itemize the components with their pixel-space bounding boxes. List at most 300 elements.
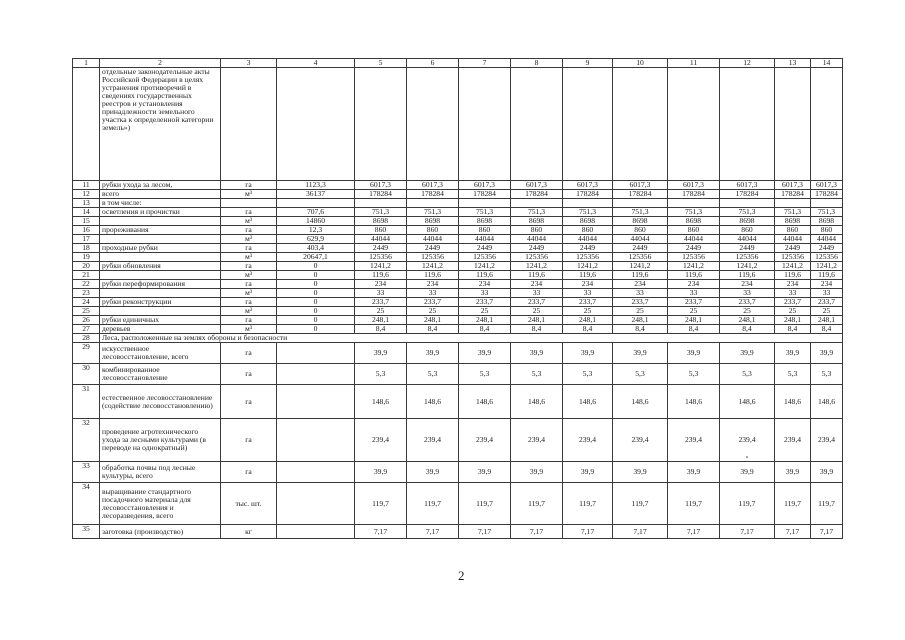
row-value: 8,4 <box>775 325 811 334</box>
row-value: 239,4 <box>511 419 563 462</box>
row-value: 1241,2 <box>511 262 563 271</box>
row-value: 239,4 <box>563 419 613 462</box>
row-value: 2449 <box>563 244 613 253</box>
row-value <box>511 199 563 208</box>
row-value: 860 <box>811 226 843 235</box>
row-number: 15 <box>73 217 100 226</box>
table-row <box>73 307 843 316</box>
row-value-base: 0 <box>277 280 355 289</box>
row-value: 119,7 <box>459 483 511 525</box>
header-row <box>73 59 843 68</box>
row-number <box>73 68 100 181</box>
row-value: 1241,2 <box>720 262 775 271</box>
row-unit: га <box>221 364 277 385</box>
row-value-base: 0 <box>277 325 355 334</box>
row-number: 14 <box>73 208 100 217</box>
row-value-base <box>277 483 355 525</box>
row-value: 2449 <box>775 244 811 253</box>
row-value: 44044 <box>811 235 843 244</box>
row-value: 39,9 <box>407 343 459 364</box>
row-value: 234 <box>668 280 720 289</box>
row-name: в том числе: <box>100 199 221 208</box>
row-value: 44044 <box>668 235 720 244</box>
row-value: 248,1 <box>511 316 563 325</box>
row-value: 39,9 <box>613 462 668 483</box>
column-header: 12 <box>720 59 775 68</box>
row-value: 8698 <box>511 217 563 226</box>
row-value: 39,9 <box>668 462 720 483</box>
row-value: 2449 <box>613 244 668 253</box>
row-number: 17 <box>73 235 100 244</box>
row-value: 39,9 <box>407 462 459 483</box>
row-value: 178284 <box>811 190 843 199</box>
row-value: 233,7 <box>355 298 407 307</box>
row-value: 7,17 <box>355 525 407 539</box>
row-value: 234 <box>459 280 511 289</box>
row-unit: м³ <box>221 217 277 226</box>
row-value: 119,6 <box>613 271 668 280</box>
row-value: 6017,3 <box>563 181 613 190</box>
row-name: рубки ухода за лесом, <box>100 181 221 190</box>
row-unit: кг <box>221 525 277 539</box>
row-value: 234 <box>563 280 613 289</box>
row-value: 233,7 <box>775 298 811 307</box>
column-header: 3 <box>221 59 277 68</box>
row-value: 119,6 <box>459 271 511 280</box>
row-value: 33 <box>511 289 563 298</box>
row-value: 33 <box>355 289 407 298</box>
row-value: 7,17 <box>459 525 511 539</box>
table-row <box>73 385 843 419</box>
row-number: 24 <box>73 298 100 307</box>
row-value-base: 14860 <box>277 217 355 226</box>
row-name: осветления и прочистки <box>100 208 221 217</box>
row-value: 148,6 <box>720 385 775 419</box>
row-value <box>775 199 811 208</box>
row-value: 2449 <box>668 244 720 253</box>
row-value: 39,9 <box>613 343 668 364</box>
row-value: 234 <box>407 280 459 289</box>
row-name: деревьев <box>100 325 221 334</box>
row-value: 25 <box>811 307 843 316</box>
row-value: 125356 <box>720 253 775 262</box>
row-value: 860 <box>355 226 407 235</box>
row-value-base <box>277 419 355 462</box>
empty-cell <box>355 68 407 181</box>
row-value: 39,9 <box>459 343 511 364</box>
row-value: 178284 <box>720 190 775 199</box>
row-value: 33 <box>720 289 775 298</box>
row-unit: га <box>221 316 277 325</box>
row-value: 178284 <box>563 190 613 199</box>
row-value: 148,6 <box>459 385 511 419</box>
row-name <box>100 235 221 244</box>
row-value: 178284 <box>668 190 720 199</box>
row-value: 8698 <box>459 217 511 226</box>
row-value: 5,3 <box>775 364 811 385</box>
row-value: 119,7 <box>511 483 563 525</box>
row-value: 125356 <box>511 253 563 262</box>
row-value: 119,7 <box>720 483 775 525</box>
row-value: 1241,2 <box>355 262 407 271</box>
row-number: 26 <box>73 316 100 325</box>
row-value: 233,7 <box>668 298 720 307</box>
row-number: 22 <box>73 280 100 289</box>
row-name: естественное лесовосстановление (содействие лесовосстановлению) <box>100 385 221 419</box>
row-value: 119,6 <box>563 271 613 280</box>
row-value: 2449 <box>720 244 775 253</box>
empty-cell <box>775 68 811 181</box>
column-header: 10 <box>613 59 668 68</box>
row-value: 8698 <box>720 217 775 226</box>
row-value: 148,6 <box>668 385 720 419</box>
row-number: 28 <box>73 334 100 343</box>
table-row <box>73 316 843 325</box>
row-number: 21 <box>73 271 100 280</box>
row-name <box>100 253 221 262</box>
table-row <box>73 298 843 307</box>
row-value: 751,3 <box>720 208 775 217</box>
row-value-base: 403,4 <box>277 244 355 253</box>
row-value-base: 0 <box>277 289 355 298</box>
row-value: 119,6 <box>775 271 811 280</box>
row-value: 39,9 <box>563 343 613 364</box>
row-name <box>100 289 221 298</box>
row-value-base: 629,9 <box>277 235 355 244</box>
row-name: рубки реконструкции <box>100 298 221 307</box>
row-value: 25 <box>459 307 511 316</box>
table-row <box>73 289 843 298</box>
row-value: 25 <box>511 307 563 316</box>
row-value: 234 <box>613 280 668 289</box>
row-number: 33 <box>73 462 100 483</box>
row-value: 39,9 <box>511 462 563 483</box>
row-value: 33 <box>811 289 843 298</box>
row-value: 148,6 <box>811 385 843 419</box>
row-value: 5,3 <box>720 364 775 385</box>
row-value: 25 <box>720 307 775 316</box>
column-header: 9 <box>563 59 613 68</box>
row-value-base <box>277 385 355 419</box>
scan-artifact <box>746 456 748 458</box>
row-value: 5,3 <box>613 364 668 385</box>
row-name <box>100 217 221 226</box>
row-value: 239,4 <box>668 419 720 462</box>
row-value: 1241,2 <box>407 262 459 271</box>
row-value: 248,1 <box>720 316 775 325</box>
empty-cell <box>613 68 668 181</box>
row-value: 234 <box>511 280 563 289</box>
row-value: 119,7 <box>811 483 843 525</box>
row-value: 44044 <box>355 235 407 244</box>
row-number: 12 <box>73 190 100 199</box>
row-value: 1241,2 <box>613 262 668 271</box>
row-name: проходные рубки <box>100 244 221 253</box>
row-value: 1241,2 <box>811 262 843 271</box>
table-row <box>73 525 843 539</box>
row-number: 30 <box>73 364 100 385</box>
row-value: 8,4 <box>811 325 843 334</box>
row-value: 6017,3 <box>811 181 843 190</box>
row-number: 32 <box>73 419 100 462</box>
row-number: 35 <box>73 525 100 539</box>
empty-cell <box>407 68 459 181</box>
row-value: 7,17 <box>511 525 563 539</box>
row-number: 11 <box>73 181 100 190</box>
row-number: 13 <box>73 199 100 208</box>
row-value-base: 707,6 <box>277 208 355 217</box>
row-value: 178284 <box>459 190 511 199</box>
row-value: 7,17 <box>563 525 613 539</box>
table-row <box>73 217 843 226</box>
row-value: 25 <box>355 307 407 316</box>
table-row <box>73 364 843 385</box>
row-value: 239,4 <box>720 419 775 462</box>
section-row <box>73 334 843 343</box>
row-value: 248,1 <box>459 316 511 325</box>
empty-cell <box>563 68 613 181</box>
row-value: 148,6 <box>775 385 811 419</box>
row-unit: га <box>221 181 277 190</box>
row-value: 239,4 <box>811 419 843 462</box>
table-row <box>73 462 843 483</box>
row-value: 125356 <box>563 253 613 262</box>
row-value: 234 <box>775 280 811 289</box>
row-value-base: 0 <box>277 316 355 325</box>
row-value: 233,7 <box>720 298 775 307</box>
row-value: 7,17 <box>811 525 843 539</box>
row-value: 751,3 <box>775 208 811 217</box>
row-value-base: 1123,3 <box>277 181 355 190</box>
row-name: искусственное лесовосстановление, всего <box>100 343 221 364</box>
row-value: 248,1 <box>355 316 407 325</box>
row-value: 6017,3 <box>407 181 459 190</box>
row-value: 119,6 <box>811 271 843 280</box>
column-header: 7 <box>459 59 511 68</box>
row-value <box>563 199 613 208</box>
row-value: 39,9 <box>811 462 843 483</box>
row-value: 233,7 <box>563 298 613 307</box>
row-name: обработка почвы под лесные культуры, всего <box>100 462 221 483</box>
row-value: 39,9 <box>459 462 511 483</box>
page-number: 2 <box>458 568 465 583</box>
row-value: 8698 <box>775 217 811 226</box>
section-title: Леса, расположенные на землях обороны и безопасности <box>100 334 843 343</box>
row-value: 6017,3 <box>613 181 668 190</box>
row-value: 39,9 <box>511 343 563 364</box>
row-value: 178284 <box>407 190 459 199</box>
row-value: 8698 <box>563 217 613 226</box>
row-value: 751,3 <box>459 208 511 217</box>
empty-cell <box>811 68 843 181</box>
row-value: 1241,2 <box>775 262 811 271</box>
row-value: 7,17 <box>775 525 811 539</box>
row-value: 148,6 <box>407 385 459 419</box>
row-value: 119,7 <box>407 483 459 525</box>
row-value: 125356 <box>355 253 407 262</box>
empty-cell <box>668 68 720 181</box>
row-unit: га <box>221 262 277 271</box>
row-name: заготовка (производство) <box>100 525 221 539</box>
row-value: 119,6 <box>407 271 459 280</box>
row-value: 8,4 <box>459 325 511 334</box>
row-name <box>100 307 221 316</box>
row-value: 25 <box>775 307 811 316</box>
row-value: 8698 <box>407 217 459 226</box>
row-value: 8,4 <box>563 325 613 334</box>
row-value: 44044 <box>563 235 613 244</box>
row-value: 751,3 <box>355 208 407 217</box>
row-unit: га <box>221 244 277 253</box>
row-value: 119,7 <box>613 483 668 525</box>
table-row <box>73 483 843 525</box>
row-value-base: 0 <box>277 307 355 316</box>
row-value: 2449 <box>355 244 407 253</box>
table-row <box>73 262 843 271</box>
column-header: 2 <box>100 59 221 68</box>
row-value: 39,9 <box>668 343 720 364</box>
row-value: 860 <box>613 226 668 235</box>
row-value: 248,1 <box>613 316 668 325</box>
table-row <box>73 343 843 364</box>
row-unit: м³ <box>221 253 277 262</box>
column-header: 14 <box>811 59 843 68</box>
row-value: 33 <box>563 289 613 298</box>
row-value: 2449 <box>407 244 459 253</box>
column-header: 5 <box>355 59 407 68</box>
empty-cell <box>720 68 775 181</box>
row-value: 25 <box>407 307 459 316</box>
row-unit: м³ <box>221 235 277 244</box>
row-value: 233,7 <box>511 298 563 307</box>
row-value-base <box>277 525 355 539</box>
row-unit: м³ <box>221 307 277 316</box>
empty-cell <box>511 68 563 181</box>
row-value: 5,3 <box>511 364 563 385</box>
row-value: 860 <box>563 226 613 235</box>
row-unit <box>221 199 277 208</box>
row-value: 1241,2 <box>668 262 720 271</box>
row-number: 18 <box>73 244 100 253</box>
row-unit: м³ <box>221 289 277 298</box>
row-value: 8,4 <box>511 325 563 334</box>
row-value: 239,4 <box>459 419 511 462</box>
row-value: 44044 <box>775 235 811 244</box>
row-name: всего <box>100 190 221 199</box>
row-value: 248,1 <box>407 316 459 325</box>
table-row <box>73 226 843 235</box>
row-value: 25 <box>613 307 668 316</box>
row-value: 2449 <box>811 244 843 253</box>
row-value-base: 0 <box>277 271 355 280</box>
row-value: 39,9 <box>355 462 407 483</box>
column-header: 13 <box>775 59 811 68</box>
row-value-base <box>277 343 355 364</box>
row-value: 119,7 <box>563 483 613 525</box>
row-value-base <box>277 199 355 208</box>
row-name: рубки обновления <box>100 262 221 271</box>
row-value: 860 <box>511 226 563 235</box>
row-value: 178284 <box>511 190 563 199</box>
row-value: 751,3 <box>811 208 843 217</box>
row-value: 751,3 <box>563 208 613 217</box>
row-number: 34 <box>73 483 100 525</box>
row-value: 25 <box>563 307 613 316</box>
row-value: 25 <box>668 307 720 316</box>
row-value: 119,6 <box>355 271 407 280</box>
row-value: 39,9 <box>811 343 843 364</box>
row-value: 5,3 <box>811 364 843 385</box>
row-name: рубки единичных <box>100 316 221 325</box>
row-value <box>355 199 407 208</box>
row-value <box>459 199 511 208</box>
row-unit: м³ <box>221 190 277 199</box>
row-number: 27 <box>73 325 100 334</box>
row-unit: га <box>221 462 277 483</box>
column-header: 4 <box>277 59 355 68</box>
row-value: 7,17 <box>720 525 775 539</box>
row-value: 119,6 <box>668 271 720 280</box>
row-value: 5,3 <box>563 364 613 385</box>
row-value <box>811 199 843 208</box>
row-value: 233,7 <box>811 298 843 307</box>
row-name: рубки переформирования <box>100 280 221 289</box>
row-value: 8,4 <box>720 325 775 334</box>
table-row <box>73 325 843 334</box>
row-name <box>100 271 221 280</box>
row-value: 119,6 <box>720 271 775 280</box>
row-value: 6017,3 <box>668 181 720 190</box>
row-value: 248,1 <box>811 316 843 325</box>
row-unit: га <box>221 385 277 419</box>
row-value: 33 <box>613 289 668 298</box>
row-value: 1241,2 <box>459 262 511 271</box>
row-value: 751,3 <box>511 208 563 217</box>
row-value: 248,1 <box>668 316 720 325</box>
row-value: 119,7 <box>668 483 720 525</box>
row-value: 44044 <box>459 235 511 244</box>
row-value: 234 <box>720 280 775 289</box>
row-value: 6017,3 <box>355 181 407 190</box>
empty-cell <box>277 68 355 181</box>
row-value: 239,4 <box>775 419 811 462</box>
row-unit: м³ <box>221 271 277 280</box>
column-header: 8 <box>511 59 563 68</box>
row-value: 119,7 <box>775 483 811 525</box>
row-value: 1241,2 <box>563 262 613 271</box>
table-row <box>73 190 843 199</box>
table-row <box>73 244 843 253</box>
row-value: 248,1 <box>563 316 613 325</box>
row-value: 148,6 <box>563 385 613 419</box>
table-row <box>73 235 843 244</box>
row-value: 178284 <box>613 190 668 199</box>
row-value: 125356 <box>811 253 843 262</box>
row-value: 6017,3 <box>459 181 511 190</box>
row-value <box>613 199 668 208</box>
row-value: 860 <box>720 226 775 235</box>
row-value-base: 0 <box>277 298 355 307</box>
row-value: 234 <box>811 280 843 289</box>
row-number: 20 <box>73 262 100 271</box>
row-value: 119,7 <box>355 483 407 525</box>
row-value: 6017,3 <box>511 181 563 190</box>
table-row <box>73 280 843 289</box>
row-value: 8698 <box>613 217 668 226</box>
row-unit: га <box>221 343 277 364</box>
row-name: комбинированное лесовосстановление <box>100 364 221 385</box>
row-value-base <box>277 462 355 483</box>
